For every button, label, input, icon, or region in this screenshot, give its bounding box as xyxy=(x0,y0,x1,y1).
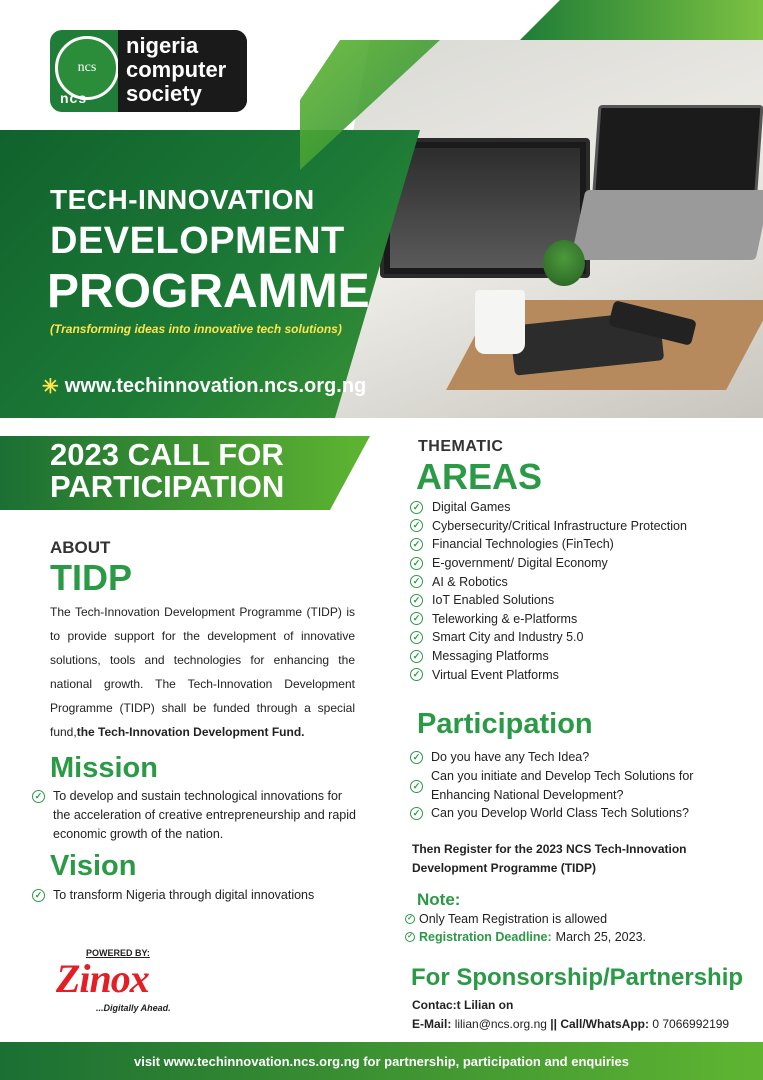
website-link[interactable]: ✳ www.techinnovation.ncs.org.ng xyxy=(42,375,367,398)
powered-by-label: POWERED BY: xyxy=(86,948,150,958)
logo-abbrev: ncs xyxy=(60,90,88,106)
list-item: ✓ E-government/ Digital Economy xyxy=(410,554,687,573)
list-item: ✓ Teleworking & e-Platforms xyxy=(410,610,687,629)
check-circle-icon: ✓ xyxy=(410,650,423,663)
check-circle-icon: ✓ xyxy=(410,594,423,607)
check-circle-icon: ✓ xyxy=(410,501,423,514)
check-circle-icon: ✓ xyxy=(410,575,423,588)
about-heading: TIDP xyxy=(50,557,133,598)
check-circle-icon: ✓ xyxy=(405,932,415,942)
note-item-deadline: ✓ Registration Deadline: March 25, 2023. xyxy=(405,930,646,944)
email-link[interactable]: lilian@ncs.org.ng xyxy=(454,1017,547,1031)
vision-item: ✓ To transform Nigeria through digital innovations xyxy=(32,886,362,905)
participation-question: ✓ Do you have any Tech Idea? xyxy=(410,748,730,767)
mission-heading: Mission xyxy=(50,752,158,784)
check-circle-icon: ✓ xyxy=(410,557,423,570)
check-circle-icon: ✓ xyxy=(410,519,423,532)
check-circle-icon: ✓ xyxy=(410,538,423,551)
phone-number[interactable]: 0 7066992199 xyxy=(652,1017,730,1031)
areas-heading: AREAS xyxy=(416,456,543,497)
title-line-3: PROGRAMME xyxy=(47,265,370,318)
logo-wordmark: nigeria computer society xyxy=(118,30,247,112)
tagline: (Transforming ideas into innovative tech solutions) xyxy=(50,322,342,336)
footer-text: visit www.techinnovation.ncs.org.ng for partnership, participation and enquiries xyxy=(133,1053,630,1069)
zinox-tagline: ...Digitally Ahead. xyxy=(96,1003,171,1013)
register-callout: Then Register for the 2023 NCS Tech-Innovation Development Programme (TIDP) xyxy=(412,842,687,875)
check-circle-icon: ✓ xyxy=(410,751,423,764)
participation-heading: Participation xyxy=(417,708,593,740)
check-circle-icon: ✓ xyxy=(410,668,423,681)
participation-question: ✓ Can you Develop World Class Tech Solutions? xyxy=(410,804,730,823)
ncs-emblem-icon: ncs xyxy=(55,36,119,100)
check-circle-icon: ✓ xyxy=(410,780,423,793)
check-circle-icon: ✓ xyxy=(405,914,415,924)
title-line-2: DEVELOPMENT xyxy=(50,220,345,262)
list-item: ✓ Digital Games xyxy=(410,498,687,517)
thematic-areas-list xyxy=(410,498,687,684)
list-item: ✓ AI & Robotics xyxy=(410,572,687,591)
check-circle-icon: ✓ xyxy=(32,889,45,902)
click-cursor-icon: ✳ xyxy=(42,376,59,398)
cfp-heading: 2023 CALL FOR PARTICIPATION xyxy=(50,437,285,504)
footer-bar xyxy=(0,1042,763,1080)
list-item: ✓ Messaging Platforms xyxy=(410,647,687,666)
zinox-logo: Zinox xyxy=(56,956,149,1001)
check-circle-icon: ✓ xyxy=(410,631,423,644)
mission-item: ✓ To develop and sustain technological innovations for the acceleration of creative entrepreneurship and rapid economic growth of the nation. xyxy=(32,787,362,844)
list-item: ✓ Smart City and Industry 5.0 xyxy=(410,628,687,647)
sponsorship-heading: For Sponsorship/Partnership xyxy=(411,964,744,991)
plant-image xyxy=(543,240,585,286)
list-item: ✓ Cybersecurity/Critical Infrastructure Protection xyxy=(410,517,687,536)
list-item: ✓ IoT Enabled Solutions xyxy=(410,591,687,610)
list-item: ✓ Financial Technologies (FinTech) xyxy=(410,535,687,554)
check-circle-icon: ✓ xyxy=(410,807,423,820)
check-circle-icon: ✓ xyxy=(32,790,45,803)
contact-info: Contac:t Lilian on E-Mail: lilian@ncs.org.ng || Call/WhatsApp: 0 7066992199 xyxy=(412,998,730,1031)
note-item: ✓ Only Team Registration is allowed xyxy=(405,912,607,926)
vision-heading: Vision xyxy=(50,850,137,882)
list-item: ✓ Virtual Event Platforms xyxy=(410,665,687,684)
thematic-label: THEMATIC xyxy=(418,438,504,455)
cup-image xyxy=(475,290,525,354)
check-circle-icon: ✓ xyxy=(410,612,423,625)
about-label: ABOUT xyxy=(50,538,111,557)
about-body: The Tech-Innovation Development Programme (TIDP) is to provide support for the development of innovative solutions, tools and technologies for enhancing the national growth. The Tech-Innovation Development Programme (TIDP) shall be funded through a special fund,the Tech-Innovation Development Fund. xyxy=(50,605,355,739)
title-line-1: TECH-INNOVATION xyxy=(50,184,315,215)
decorative-accent xyxy=(520,0,763,40)
participation-question: ✓ Can you initiate and Develop Tech Solutions for Enhancing National Development? xyxy=(410,767,730,805)
note-heading: Note: xyxy=(417,890,461,909)
